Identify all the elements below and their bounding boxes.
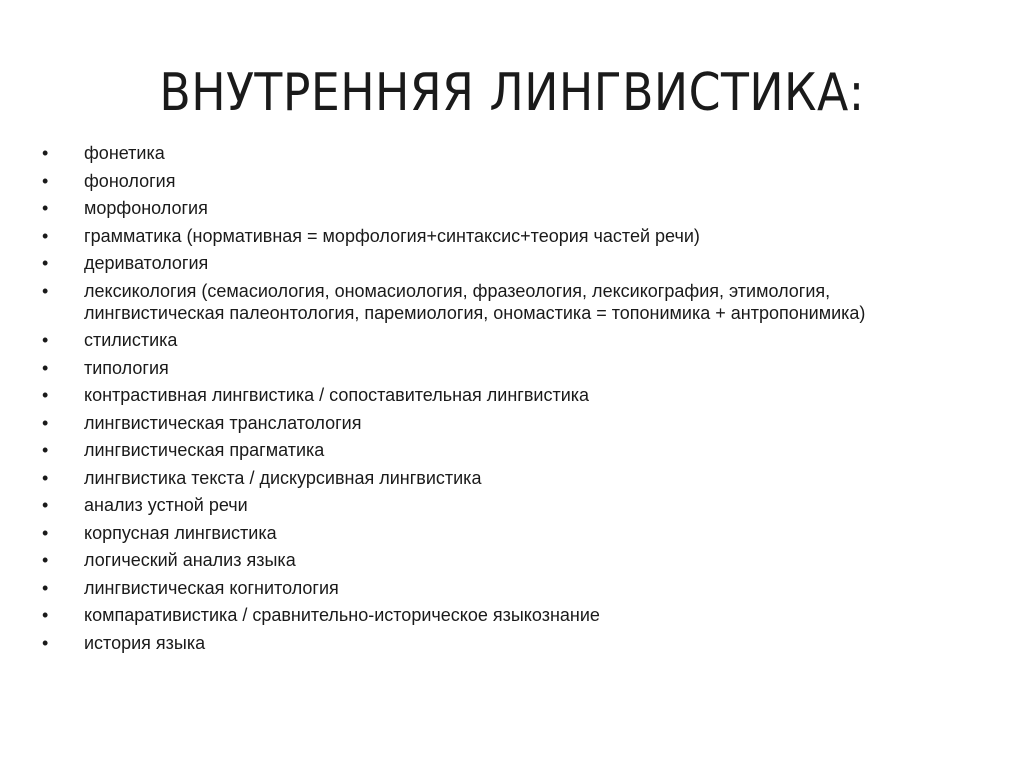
list-item-text: компаративистика / сравнительно-историческое языкознание <box>84 605 600 625</box>
list-item-translatology <box>40 412 1010 434</box>
slide-title: ВНУТРЕННЯЯ ЛИНГВИСТИКА: <box>159 63 865 123</box>
list-item-text: лингвистическая когнитология <box>84 577 339 598</box>
list-item-text: стилистика <box>84 330 178 350</box>
list-item-text: типология <box>84 357 169 378</box>
list-item-text: лингвистика текста / дискурсивная лингвистика <box>84 467 482 488</box>
list-item-text: логический анализ языка <box>84 550 296 570</box>
list-item-stylistics <box>40 329 1010 351</box>
list-item-text: лингвистическая прагматика <box>84 440 325 460</box>
list-item-morphonology <box>40 197 1010 219</box>
bullet-icon: • <box>42 550 49 570</box>
list-item-grammar <box>40 225 1010 247</box>
bullet-icon: • <box>42 225 49 246</box>
bullet-icon: • <box>42 412 49 433</box>
list-item-text: лингвистическая транслатология <box>84 412 362 433</box>
list-item-phonology <box>40 170 1010 192</box>
bullet-icon: • <box>42 522 49 543</box>
bullet-icon: • <box>42 357 49 378</box>
list-item-cognitology <box>40 577 1010 599</box>
list-item-text: история языка <box>84 632 206 653</box>
list-item-oral-speech-analysis <box>40 494 1010 516</box>
list-item-text: фонетика <box>84 143 165 163</box>
list-item-text-line-1: лексикология (семасиология, ономасиология, фразеология, лексикография, этимология, <box>84 280 831 301</box>
bullet-icon: • <box>42 198 49 218</box>
list-item-comparative-studies <box>40 604 1010 626</box>
list-item-text: дериватология <box>84 253 209 273</box>
list-item-text: контрастивная лингвистика / сопоставительная лингвистика <box>84 385 590 405</box>
bullet-icon: • <box>42 330 49 350</box>
list-item-derivatology <box>40 252 1010 274</box>
bullet-icon: • <box>42 385 49 405</box>
list-item-language-history <box>40 632 1010 654</box>
list-item-text: корпусная лингвистика <box>84 522 277 543</box>
bullet-icon: • <box>42 170 49 191</box>
list-item-lexicology <box>40 280 1010 324</box>
bullet-icon: • <box>42 440 49 460</box>
list-item-text: анализ устной речи <box>84 495 248 515</box>
bullet-list <box>40 142 1010 659</box>
list-item-phonetics <box>40 142 1010 164</box>
bullet-icon: • <box>42 495 49 515</box>
list-item-text: грамматика (нормативная = морфология+синтаксис+теория частей речи) <box>84 225 700 246</box>
bullet-icon: • <box>42 467 49 488</box>
list-item-typology <box>40 357 1010 379</box>
list-item-text: фонология <box>84 170 176 191</box>
list-item-logical-analysis <box>40 549 1010 571</box>
bullet-icon: • <box>42 280 49 301</box>
bullet-icon: • <box>42 253 49 273</box>
list-item-contrastive-linguistics <box>40 384 1010 406</box>
bullet-icon: • <box>42 632 49 653</box>
list-item-corpus-linguistics <box>40 522 1010 544</box>
list-item-text-linguistics <box>40 467 1010 489</box>
bullet-icon: • <box>42 605 49 625</box>
list-item-pragmatics <box>40 439 1010 461</box>
list-item-text: морфонология <box>84 198 208 218</box>
list-item-text-line-2: лингвистическая палеонтология, паремиология, ономастика = топонимика + антропонимика) <box>84 302 866 323</box>
bullet-icon: • <box>42 143 49 163</box>
bullet-icon: • <box>42 577 49 598</box>
